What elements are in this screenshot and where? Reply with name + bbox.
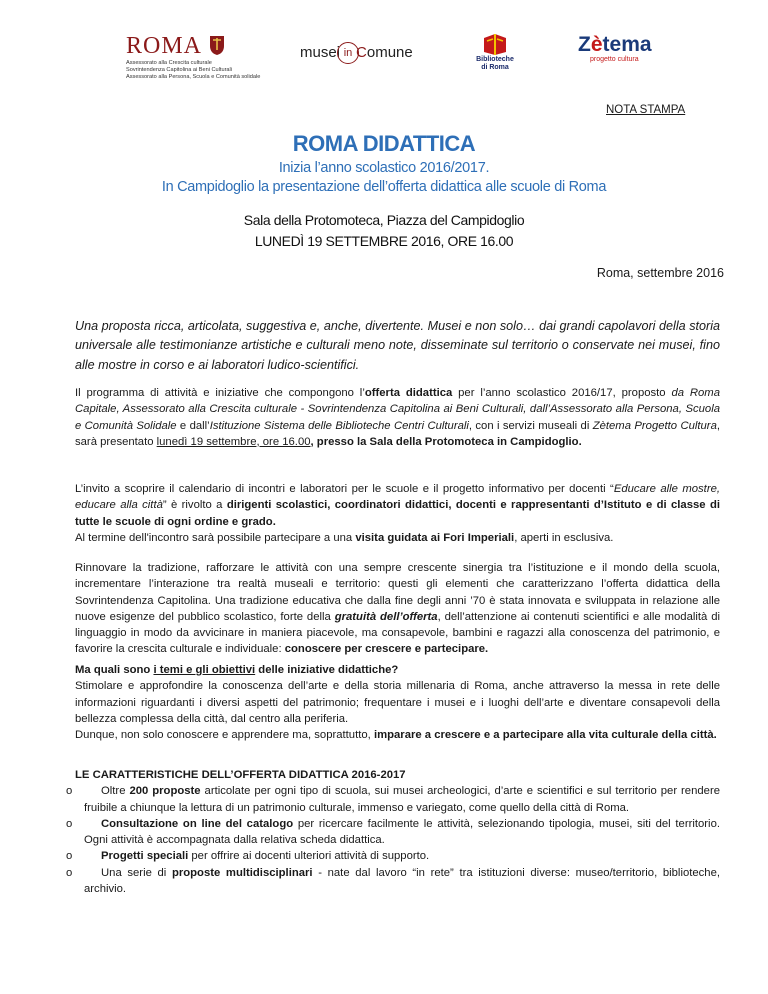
roma-logo-line: Sovrintendenza Capitolina ai Beni Culturali [126, 67, 233, 73]
text-run: , con i servizi museali di [468, 419, 593, 432]
text-run-bold: delle iniziative didattiche? [255, 664, 399, 676]
list-marker: o [66, 817, 73, 830]
logo-bar [0, 28, 768, 98]
text-run-bold: imparare a crescere e a partecipare alla vita culturale della città. [373, 729, 717, 742]
text-run: Dunque, non solo conoscere e apprendere ma, soprattutto, [75, 729, 374, 742]
text-run: Oltre [101, 785, 130, 798]
text-run: Il programma di attività e iniziative che compongono l’ [75, 387, 365, 399]
books-icon [482, 32, 508, 56]
list-item [66, 865, 721, 898]
features-heading: LE CARATTERISTICHE DELL’OFFERTA DIDATTICA 2016-2017 [75, 769, 406, 781]
zetema-tagline: progetto cultura [590, 56, 639, 63]
roma-logo-line: Assessorato alla Crescita culturale [126, 60, 212, 66]
text-run-bold: offerta didattica [364, 387, 453, 399]
intro-paragraph: Una proposta ricca, articolata, suggestiva e, anche, divertente. Musei e non solo… dai grandi capolavori della storia universale alle testimonianze artistiche e culturali meno note, disseminate sul territorio o conservate nei musei, fino alle mostre in corso e ai laboratori ludico-scientifici. [75, 319, 720, 372]
text-run-bold: Consultazione on line del catalogo [101, 817, 294, 830]
text-run: articolate per ogni tipo di scuola, sui musei archeologici, d’arte e scientifici e sul territorio per rendere fruibile a chiunque la lettura di un patrimonio culturale, immenso e variegato, come quello della città di Roma. [84, 785, 720, 814]
roma-seal-icon [208, 34, 226, 56]
text-run-bold: Ma quali sono [75, 664, 154, 676]
musei-logo-part: in [343, 47, 353, 59]
features-section [66, 767, 721, 897]
paragraph-themes [75, 662, 720, 743]
text-run-bold: Progetti speciali [101, 850, 189, 863]
event-datetime: LUNEDÌ 19 SETTEMBRE 2016, ORE 16.00 [254, 233, 514, 249]
text-run-underline: i temi e gli obiettivi [153, 664, 256, 676]
text-run-underline: lunedì 19 settembre, ore 16.00 [156, 435, 311, 448]
text-run-bold: proposte multidisciplinari [171, 866, 313, 879]
text-run-bold: visita guidata ai Fori Imperiali [355, 531, 515, 544]
text-run-bold-italic: gratuità dell’offerta [334, 610, 438, 623]
text-run: e dall’ [176, 419, 210, 432]
zetema-letter: è [590, 33, 603, 56]
text-run: Una serie di [101, 866, 172, 879]
text-run-bold: dirigenti scolastici, coordinatori didattici, docenti e rappresentanti d’Istituto e di classe di tutte le scuole di ogni ordine e grado. [75, 499, 720, 528]
list-marker: o [66, 866, 73, 879]
text-run-italic: Zètema Progetto Cultura [592, 419, 717, 432]
text-run-italic: da Roma Capitale, Assessorato alla Crescita culturale - Sovrintendenza Capitolina ai Beni Culturali, dall’Assessorato alla Persona, Scuola e Comunità Solidale [75, 387, 720, 432]
text-run: , dell’attenzione ai contenuti scientifici e alle modalità di linguaggio in modo da avvicinare in maniera piacevole, ma consapevole, bambini e ragazzi alla conoscenza del patrimonio, e favorire la crescita culturale e individuale: [75, 610, 721, 656]
text-run: ” è rivolto a [162, 499, 227, 512]
text-run-bold: , presso la Sala della Protomoteca in Campidoglio. [310, 435, 582, 448]
text-run-italic: Istituzione Sistema delle Biblioteche Centri Culturali [209, 419, 469, 432]
text-run: , sarà presentato [75, 419, 720, 448]
themes-question [75, 664, 398, 676]
list-item [66, 848, 720, 864]
musei-logo-part: omune [366, 43, 413, 61]
list-item [66, 783, 720, 816]
press-date: Roma, settembre 2016 [596, 266, 724, 280]
roma-logo [126, 34, 286, 81]
paragraph-invitation [75, 481, 720, 546]
biblioteche-logo [470, 32, 520, 72]
text-run-italic: Educare alle mostre, educare alla città [75, 483, 721, 512]
text-run: Rinnovare la tradizione, rafforzare le attività con una sempre crescente sinergia tra l’istituzione e il mondo della scuola, incrementare l’interazione tra realtà museali e territorio: questi gli elementi che caratterizzano l’offerta didattica della Sovrintendenza Capitolina. Una tradizione educativa che dalla fine degli anni ’70 è stata innovata e sviluppata in relazione alle nuove esigenze del pubblico scolastico, forte della [75, 562, 720, 623]
musei-in-comune-logo [300, 42, 413, 64]
roma-logo-line: Assessorato alla Persona, Scuola e Comunità solidale [126, 74, 261, 80]
text-run: , aperti in esclusiva. [514, 531, 614, 544]
text-run: per l’anno scolastico 2016/17, proposto [452, 387, 672, 399]
text-run: L’invito a scoprire il calendario di incontri e laboratori per le scuole e il progetto informativo per docenti “ [75, 483, 614, 495]
nota-stampa-label: NOTA STAMPA [606, 104, 686, 116]
text-run: per offrire ai docenti ulteriori attività di supporto. [188, 850, 430, 863]
list-item [66, 816, 720, 849]
text-run-bold: 200 proposte [129, 785, 201, 798]
venue: Sala della Protomoteca, Piazza del Campidoglio [243, 212, 525, 228]
zetema-logo [578, 34, 652, 63]
zetema-letter: Z [578, 33, 591, 56]
page-title: ROMA DIDATTICA [292, 131, 476, 156]
text-run: Stimolare e approfondire la conoscenza dell’arte e della storia millenaria di Roma, anche attraverso la messa in rete delle informazioni riguardanti i diversi aspetti del patrimonio; frequentare i musei e i luoghi dell’arte e diventare consapevoli della bellezza complessa della città, dal centro alla periferia. [75, 680, 720, 725]
list-marker: o [66, 850, 73, 863]
paragraph-tradition [75, 560, 720, 658]
text-run-bold: conoscere per crescere e partecipare. [284, 643, 489, 656]
zetema-wordmark [578, 34, 652, 56]
paragraph-program [75, 385, 720, 450]
roma-wordmark: ROMA [126, 33, 203, 59]
musei-logo-circle-letter: C [356, 43, 367, 61]
biblioteche-logo-text: Biblioteche [476, 56, 514, 63]
subtitle: Inizia l’anno scolastico 2016/2017. [278, 160, 490, 176]
text-run: Al termine dell'incontro sarà possibile partecipare a una [75, 531, 356, 544]
musei-logo-part: musei [300, 43, 341, 61]
list-marker: o [66, 785, 73, 798]
subtitle: In Campidoglio la presentazione dell’offerta didattica alle scuole di Roma [161, 179, 607, 195]
text-run: - nate dal lavoro “in rete” tra istituzioni diverse: museo/territorio, biblioteche, archivio. [84, 866, 721, 896]
biblioteche-logo-text: di Roma [481, 64, 509, 71]
text-run: per ricercare facilmente le attività, selezionando tipologia, musei, siti del territorio. Ogni attività è accompagnata dalla relativa scheda didattica. [84, 817, 720, 847]
zetema-letter: tema [602, 33, 652, 56]
